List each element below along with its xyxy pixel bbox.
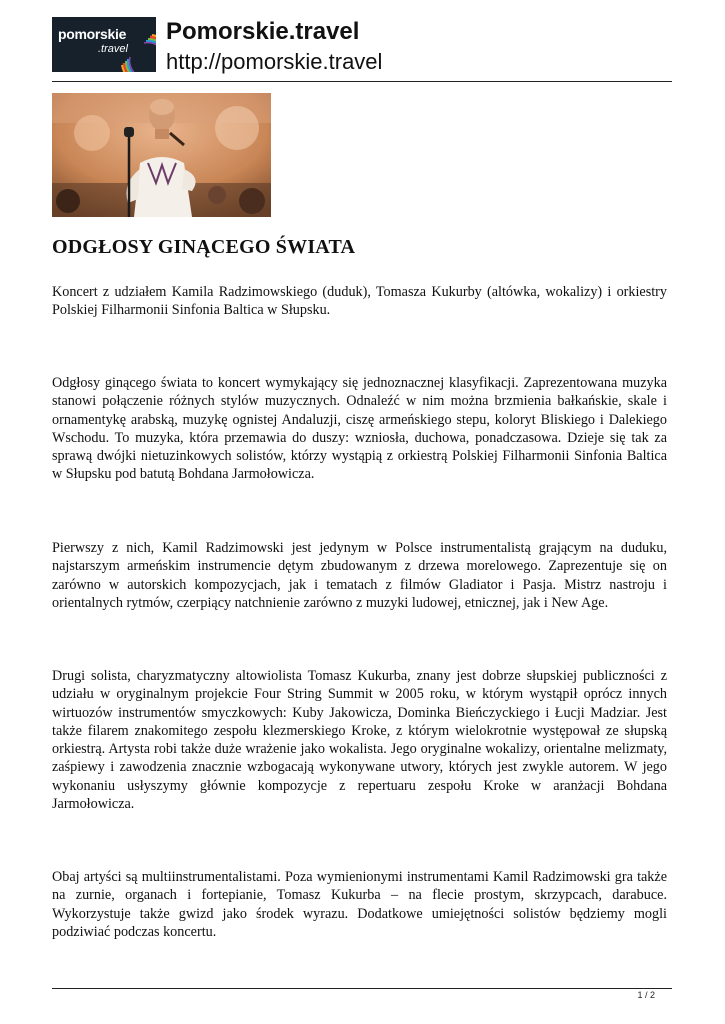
article-title: ODGŁOSY GINĄCEGO ŚWIATA (52, 236, 356, 258)
site-title: Pomorskie.travel (166, 18, 360, 45)
article-paragraph: Odgłosy ginącego świata to koncert wymykający się jednoznacznej klasyfikacji. Zaprezentowana muzyka stanowi połączenie różnych stylów muzycznych. Odnaleźć w nim można brzmienia bałkańskie, skale i ornamentykę arabską, muzykę ognistej Andaluzji, ciszę armeńskiego stepu, koloryt Bliskiego i Dalekiego Wschodu. To muzyka, która przemawia do duszy: wzniosła, duchowa, ponadczasowa. Dzieje się tak za sprawą dwójki nietuzinkowych solistów, którzy wystąpią z orkiestrą Polskiej Filharmonii Sinfonia Baltica w Słupsku pod batutą Bohdana Jarmołowicza. (52, 375, 667, 483)
logo-text: pomorskie (58, 26, 127, 42)
article-paragraph: Obaj artyści są multiinstrumentalistami. Poza wymienionymi instrumentami Kamil Radzimowski gra także na zurnie, organach i fortepianie, Tomasz Kukurba – na flecie prostym, skrzypcach, darabuce. Wykorzystuje także gwizd jako środek wyrazu. Dodatkowe umiejętności solistów będziemy mogli podziwiać podczas koncertu. (52, 869, 667, 940)
article-paragraph: Drugi solista, charyzmatyczny altowiolista Tomasz Kukurba, znany jest dobrze słupskiej publiczności z udziału w oryginalnym projekcie Four String Summit w 2005 roku, w którym wystąpił oprócz innych wirtuozów instrumentów smyczkowych: Kuby Jakowicza, Dominka Bieńczyckiego i Łucji Madziar. Jest także filarem znakomitego zespołu klezmerskiego Kroke, z którym wielokrotnie występował ze słupską orkiestrą. Artysta robi także duże wrażenie jako wokalista. Jego oryginalne wokalizy, orientalne melizmaty, zaśpiewy i zawodzenia znacznie wzbogacają wykonywane utwory, których jest zwykle autorem. W jego wykonaniu usłyszymy głównie kompozycje z repertuaru zespołu Kroke w aranżacji Bohdana Jarmołowicza. (52, 668, 667, 813)
page-header (52, 17, 672, 83)
article-photo (52, 93, 271, 217)
site-url-link[interactable]: http://pomorskie.travel (166, 49, 383, 74)
logo-subtext: .travel (98, 43, 128, 55)
site-logo[interactable] (52, 17, 156, 72)
article-paragraph: Pierwszy z nich, Kamil Radzimowski jest jedynym w Polsce instrumentalistą grającym na duduku, najstarszym armeńskim instrumencie dętym zbudowanym z drzewa morelowego. Zaprezentuje się on zarówno w autorskich kompozycjach, jak i tematach z filmów Gladiator i Pasja. Mistrz nastroju i orientalnych rytmów, czerpiący natchnienie zarówno z muzyki ludowej, etnicznej, jak i New Age. (52, 540, 667, 611)
page-number: 1 / 2 (637, 990, 655, 1000)
article-paragraph: Koncert z udziałem Kamila Radzimowskiego (duduk), Tomasza Kukurby (altówka, wokalizy) i orkiestry Polskiej Filharmonii Sinfonia Baltica w Słupsku. (52, 284, 667, 319)
header-divider (52, 81, 672, 82)
footer-divider (52, 988, 672, 989)
